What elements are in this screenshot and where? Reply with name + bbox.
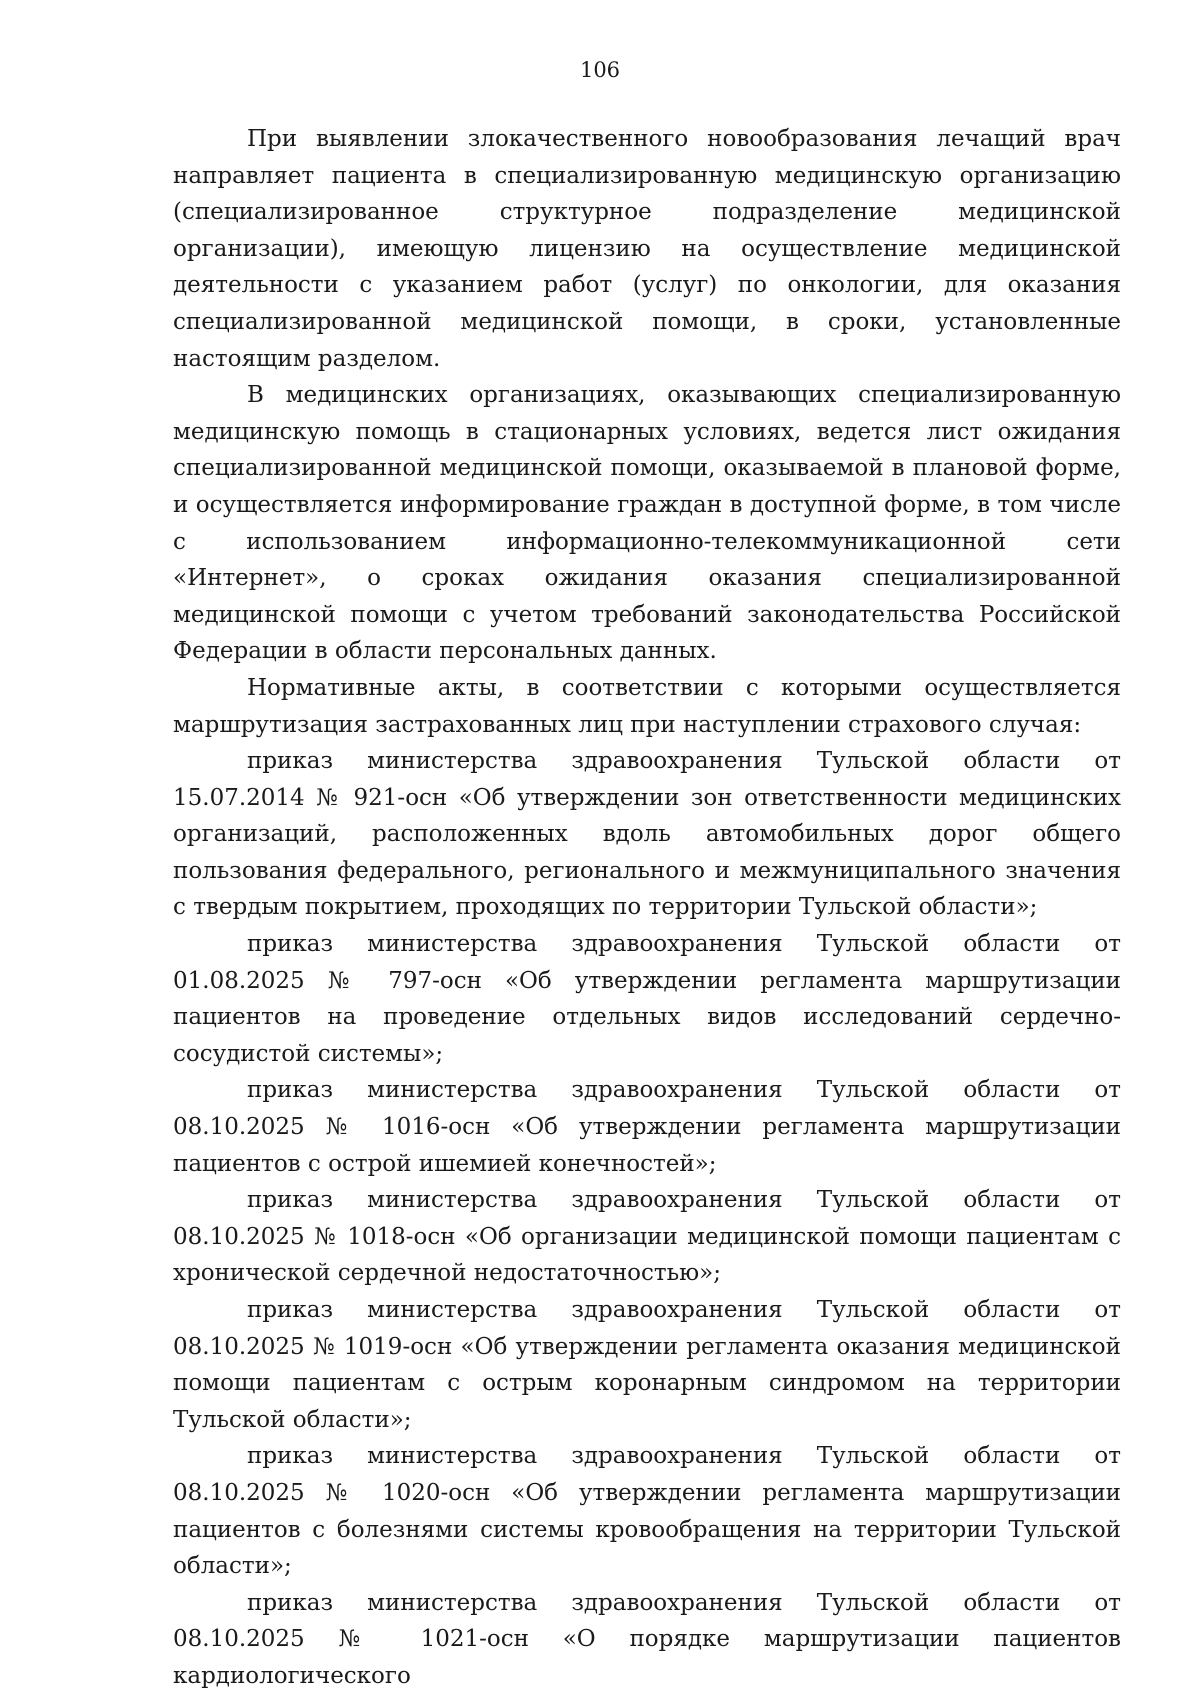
list-item-order-1016: приказ министерства здравоохранения Тульской области от 08.10.2025 № 1016-осн «Об утверждении регламента маршрутизации пациентов с острой ишемией конечностей»; bbox=[173, 1077, 1121, 1177]
list-item-order-1018: приказ министерства здравоохранения Тульской области от 08.10.2025 № 1018-осн «Об организации медицинской помощи пациентам с хронической сердечной недостаточностью»; bbox=[173, 1187, 1121, 1287]
page-number: 106 bbox=[579, 58, 621, 82]
paragraph-referral: При выявлении злокачественного новообразования лечащий врач направляет пациента в специализированную медицинскую организацию (специализированное структурное подразделение медицинской организации), имеющую лицензию на осуществление медицинской деятельности с указанием работ (услуг) по онкологии, для оказания специализированной медицинской помощи, в сроки, установленные настоящим разделом. bbox=[173, 126, 1121, 372]
list-item-order-1021: приказ министерства здравоохранения Тульской области от 08.10.2025 № 1021-осн «О порядке маршрутизации пациентов кардиологического bbox=[173, 1589, 1121, 1689]
paragraph-waiting-list: В медицинских организациях, оказывающих специализированную медицинскую помощь в стационарных условиях, ведется лист ожидания специализированной медицинской помощи, оказываемой в плановой форме, и осуществляется информирование граждан в доступной форме, в том числе с использованием информационно-телекоммуникационной сети «Интернет», о сроках ожидания оказания специализированной медицинской помощи с учетом требований законодательства Российской Федерации в области персональных данных. bbox=[173, 382, 1121, 665]
list-item-order-1019: приказ министерства здравоохранения Тульской области от 08.10.2025 № 1019-осн «Об утверждении регламента оказания медицинской помощи пациентам с острым коронарным синдромом на территории Тульской области»; bbox=[173, 1297, 1121, 1433]
document-body bbox=[173, 121, 1121, 1695]
paragraph-normative-acts-intro: Нормативные акты, в соответствии с которыми осуществляется маршрутизация застрахованных лиц при наступлении страхового случая: bbox=[173, 674, 1121, 738]
list-item-order-1020: приказ министерства здравоохранения Тульской области от 08.10.2025 № 1020-осн «Об утверждении регламента маршрутизации пациентов с болезнями системы кровообращения на территории Тульской области»; bbox=[173, 1443, 1121, 1580]
list-item-order-921: приказ министерства здравоохранения Тульской области от 15.07.2014 № 921-осн «Об утверждении зон ответственности медицинских организаций, расположенных вдоль автомобильных дорог общего пользования федерального, регионального и межмуниципального значения с твердым покрытием, проходящих по территории Тульской области»; bbox=[173, 748, 1121, 921]
list-item-order-797: приказ министерства здравоохранения Тульской области от 01.08.2025 № 797-осн «Об утверждении регламента маршрутизации пациентов на проведение отдельных видов исследований сердечно-сосудистой системы»; bbox=[173, 931, 1121, 1067]
